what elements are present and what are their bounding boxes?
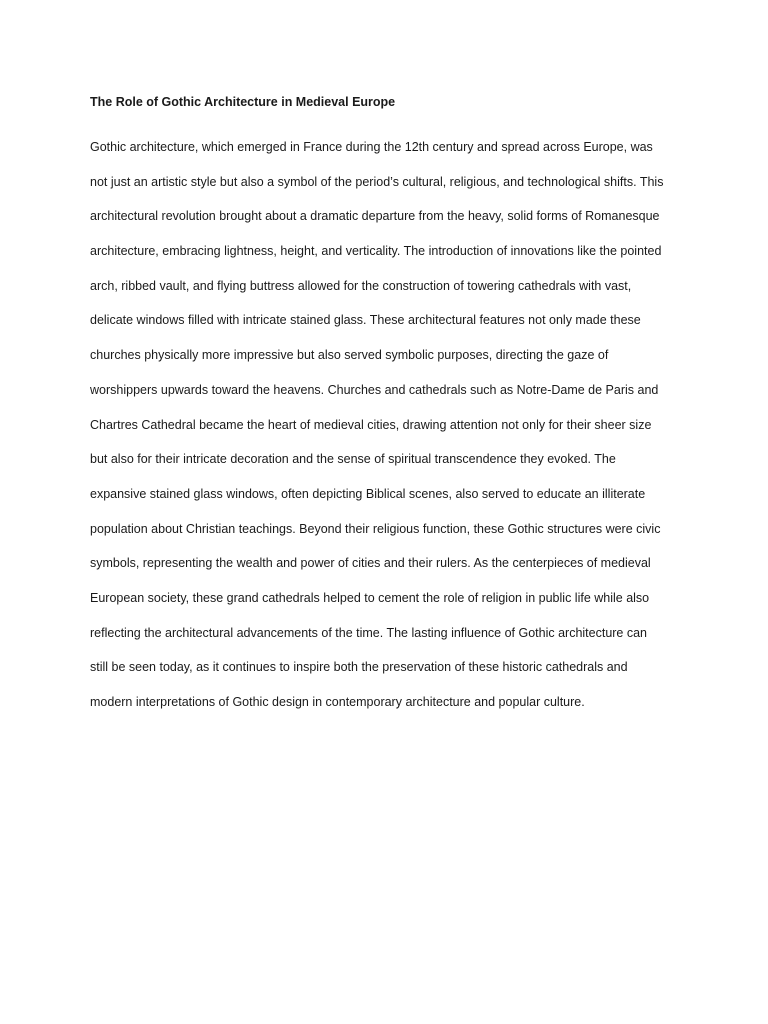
body-line: Chartres Cathedral became the heart of medieval cities, drawing attention not only for their sheer size [90, 417, 652, 432]
body-line: modern interpretations of Gothic design in contemporary architecture and popular culture. [90, 695, 585, 709]
body-line: architectural revolution brought about a dramatic departure from the heavy, solid forms of Romanesque [90, 209, 660, 224]
document-body [90, 138, 663, 728]
body-line: Gothic architecture, which emerged in France during the 12th century and spread across Europe, was [90, 140, 653, 154]
body-line: not just an artistic style but also a symbol of the period’s cultural, religious, and technological shifts. This [90, 174, 664, 189]
body-line: expansive stained glass windows, often depicting Biblical scenes, also served to educate an illiterate [90, 486, 646, 501]
body-line: still be seen today, as it continues to inspire both the preservation of these historic cathedrals and [90, 660, 628, 675]
body-line: population about Christian teachings. Beyond their religious function, these Gothic structures were civic [90, 521, 661, 536]
body-line: architecture, embracing lightness, height, and verticality. The introduction of innovations like the pointed [90, 244, 662, 259]
body-line: churches physically more impressive but also served symbolic purposes, directing the gaze of [90, 348, 609, 363]
body-line: European society, these grand cathedrals helped to cement the role of religion in public life while also [90, 590, 650, 605]
body-line: delicate windows filled with intricate stained glass. These architectural features not only made these [90, 313, 641, 328]
document-title: The Role of Gothic Architecture in Medieval Europe [90, 95, 396, 109]
body-line: arch, ribbed vault, and flying buttress allowed for the construction of towering cathedrals with vast, [90, 278, 632, 293]
body-line: but also for their intricate decoration and the sense of spiritual transcendence they evoked. The [90, 452, 616, 467]
body-line: symbols, representing the wealth and power of cities and their rulers. As the centerpieces of medieval [90, 556, 651, 571]
body-line: worshippers upwards toward the heavens. Churches and cathedrals such as Notre-Dame de Paris and [90, 382, 659, 397]
body-line: reflecting the architectural advancements of the time. The lasting influence of Gothic architecture can [90, 625, 648, 640]
